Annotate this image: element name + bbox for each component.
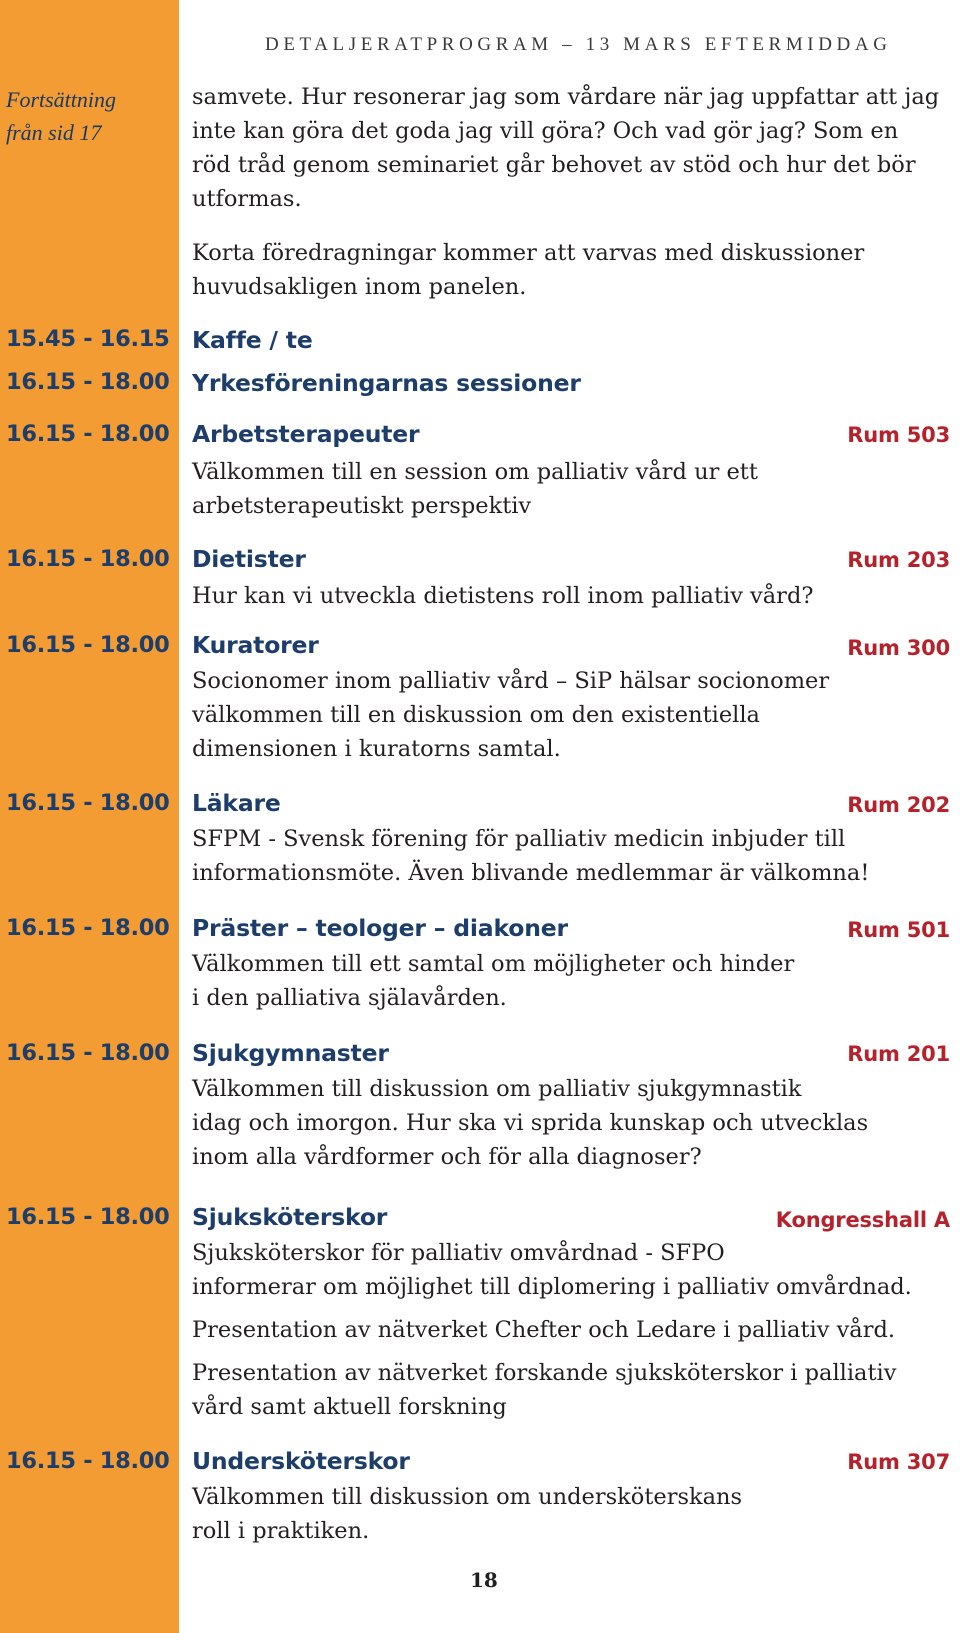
description-line: vård samt aktuell forskning [192, 1394, 507, 1420]
description-line: Hur kan vi utveckla dietistens roll inom palliativ vård? [192, 583, 814, 609]
session-description [192, 579, 952, 613]
session-title: Undersköterskor [192, 1447, 410, 1475]
description-line: Presentation av nätverket Chefter och Ledare i palliativ vård. [192, 1317, 896, 1343]
session-room: Rum 203 [847, 548, 950, 572]
description-line: i den palliativa själavården. [192, 985, 507, 1011]
description-line: arbetsterapeutiskt perspektiv [192, 493, 532, 519]
description-line: Välkommen till diskussion om undersköterskans [192, 1484, 743, 1510]
session-time: 16.15 - 18.00 [6, 546, 170, 572]
coffee-time: 15.45 - 16.15 [6, 326, 170, 352]
session-room: Rum 307 [847, 1450, 950, 1474]
session-title: Arbetsterapeuter [192, 420, 420, 448]
session-time: 16.15 - 18.00 [6, 790, 170, 816]
description-line: idag och imorgon. Hur ska vi sprida kunskap och utvecklas [192, 1110, 869, 1136]
coffee-title: Kaffe / te [192, 326, 313, 354]
session-title: Läkare [192, 789, 281, 817]
intro-line: utformas. [192, 186, 302, 212]
session-room: Rum 503 [847, 423, 950, 447]
continuation-note [6, 83, 174, 149]
session-description [192, 1236, 952, 1304]
session-description [192, 822, 952, 890]
continuation-line: Fortsättning [6, 87, 117, 112]
intro-line: samvete. Hur resonerar jag som vårdare när jag uppfattar att jag [192, 84, 940, 110]
session-title: Sjukgymnaster [192, 1039, 389, 1067]
session-description [192, 455, 952, 523]
description-line: roll i praktiken. [192, 1518, 370, 1544]
description-line: SFPM - Svensk förening för palliativ medicin inbjuder till [192, 826, 846, 852]
description-line: Sjuksköterskor för palliativ omvårdnad - SFPO [192, 1240, 725, 1266]
page-header: DETALJERATPROGRAM – 13 MARS EFTERMIDDAG [265, 34, 892, 55]
sessions-heading-title: Yrkesföreningarnas sessioner [192, 369, 581, 397]
session-room: Rum 501 [847, 918, 950, 942]
intro-line: inte kan göra det goda jag vill göra? Och vad gör jag? Som en [192, 118, 899, 144]
description-line: dimensionen i kuratorns samtal. [192, 736, 561, 762]
session-time: 16.15 - 18.00 [6, 915, 170, 941]
session-description [192, 1356, 952, 1424]
session-title: Sjuksköterskor [192, 1203, 388, 1231]
page-number: 18 [470, 1568, 498, 1592]
session-title: Kuratorer [192, 631, 319, 659]
description-line: inom alla vårdformer och för alla diagnoser? [192, 1144, 702, 1170]
session-room: Rum 202 [847, 793, 950, 817]
session-description [192, 664, 952, 766]
session-description [192, 1480, 952, 1548]
description-line: informationsmöte. Även blivande medlemmar är välkomna! [192, 860, 870, 886]
session-time: 16.15 - 18.00 [6, 421, 170, 447]
session-time: 16.15 - 18.00 [6, 632, 170, 658]
intro-paragraph-2 [192, 236, 952, 304]
session-description [192, 947, 952, 1015]
session-title: Präster – teologer – diakoner [192, 914, 568, 942]
description-line: välkommen till en diskussion om den existentiella [192, 702, 760, 728]
session-room: Kongresshall A [775, 1208, 950, 1232]
intro-line: Korta föredragningar kommer att varvas med diskussioner [192, 240, 865, 266]
session-room: Rum 201 [847, 1042, 950, 1066]
session-description [192, 1072, 952, 1174]
description-line: Presentation av nätverket forskande sjuksköterskor i palliativ [192, 1360, 897, 1386]
description-line: Välkommen till en session om palliativ vård ur ett [192, 459, 758, 485]
session-time: 16.15 - 18.00 [6, 1448, 170, 1474]
intro-line: röd tråd genom seminariet går behovet av stöd och hur det bör [192, 152, 916, 178]
intro-paragraph [192, 80, 952, 216]
session-time: 16.15 - 18.00 [6, 1204, 170, 1230]
intro-line: huvudsakligen inom panelen. [192, 274, 527, 300]
session-room: Rum 300 [847, 636, 950, 660]
description-line: Socionomer inom palliativ vård – SiP hälsar socionomer [192, 668, 830, 694]
session-description [192, 1313, 952, 1347]
description-line: informerar om möjlighet till diplomering i palliativ omvårdnad. [192, 1274, 912, 1300]
sidebar-bar [0, 0, 179, 1633]
description-line: Välkommen till diskussion om palliativ sjukgymnastik [192, 1076, 802, 1102]
session-title: Dietister [192, 545, 306, 573]
sessions-heading-time: 16.15 - 18.00 [6, 369, 170, 395]
description-line: Välkommen till ett samtal om möjligheter och hinder [192, 951, 795, 977]
session-time: 16.15 - 18.00 [6, 1040, 170, 1066]
continuation-line: från sid 17 [6, 120, 102, 145]
